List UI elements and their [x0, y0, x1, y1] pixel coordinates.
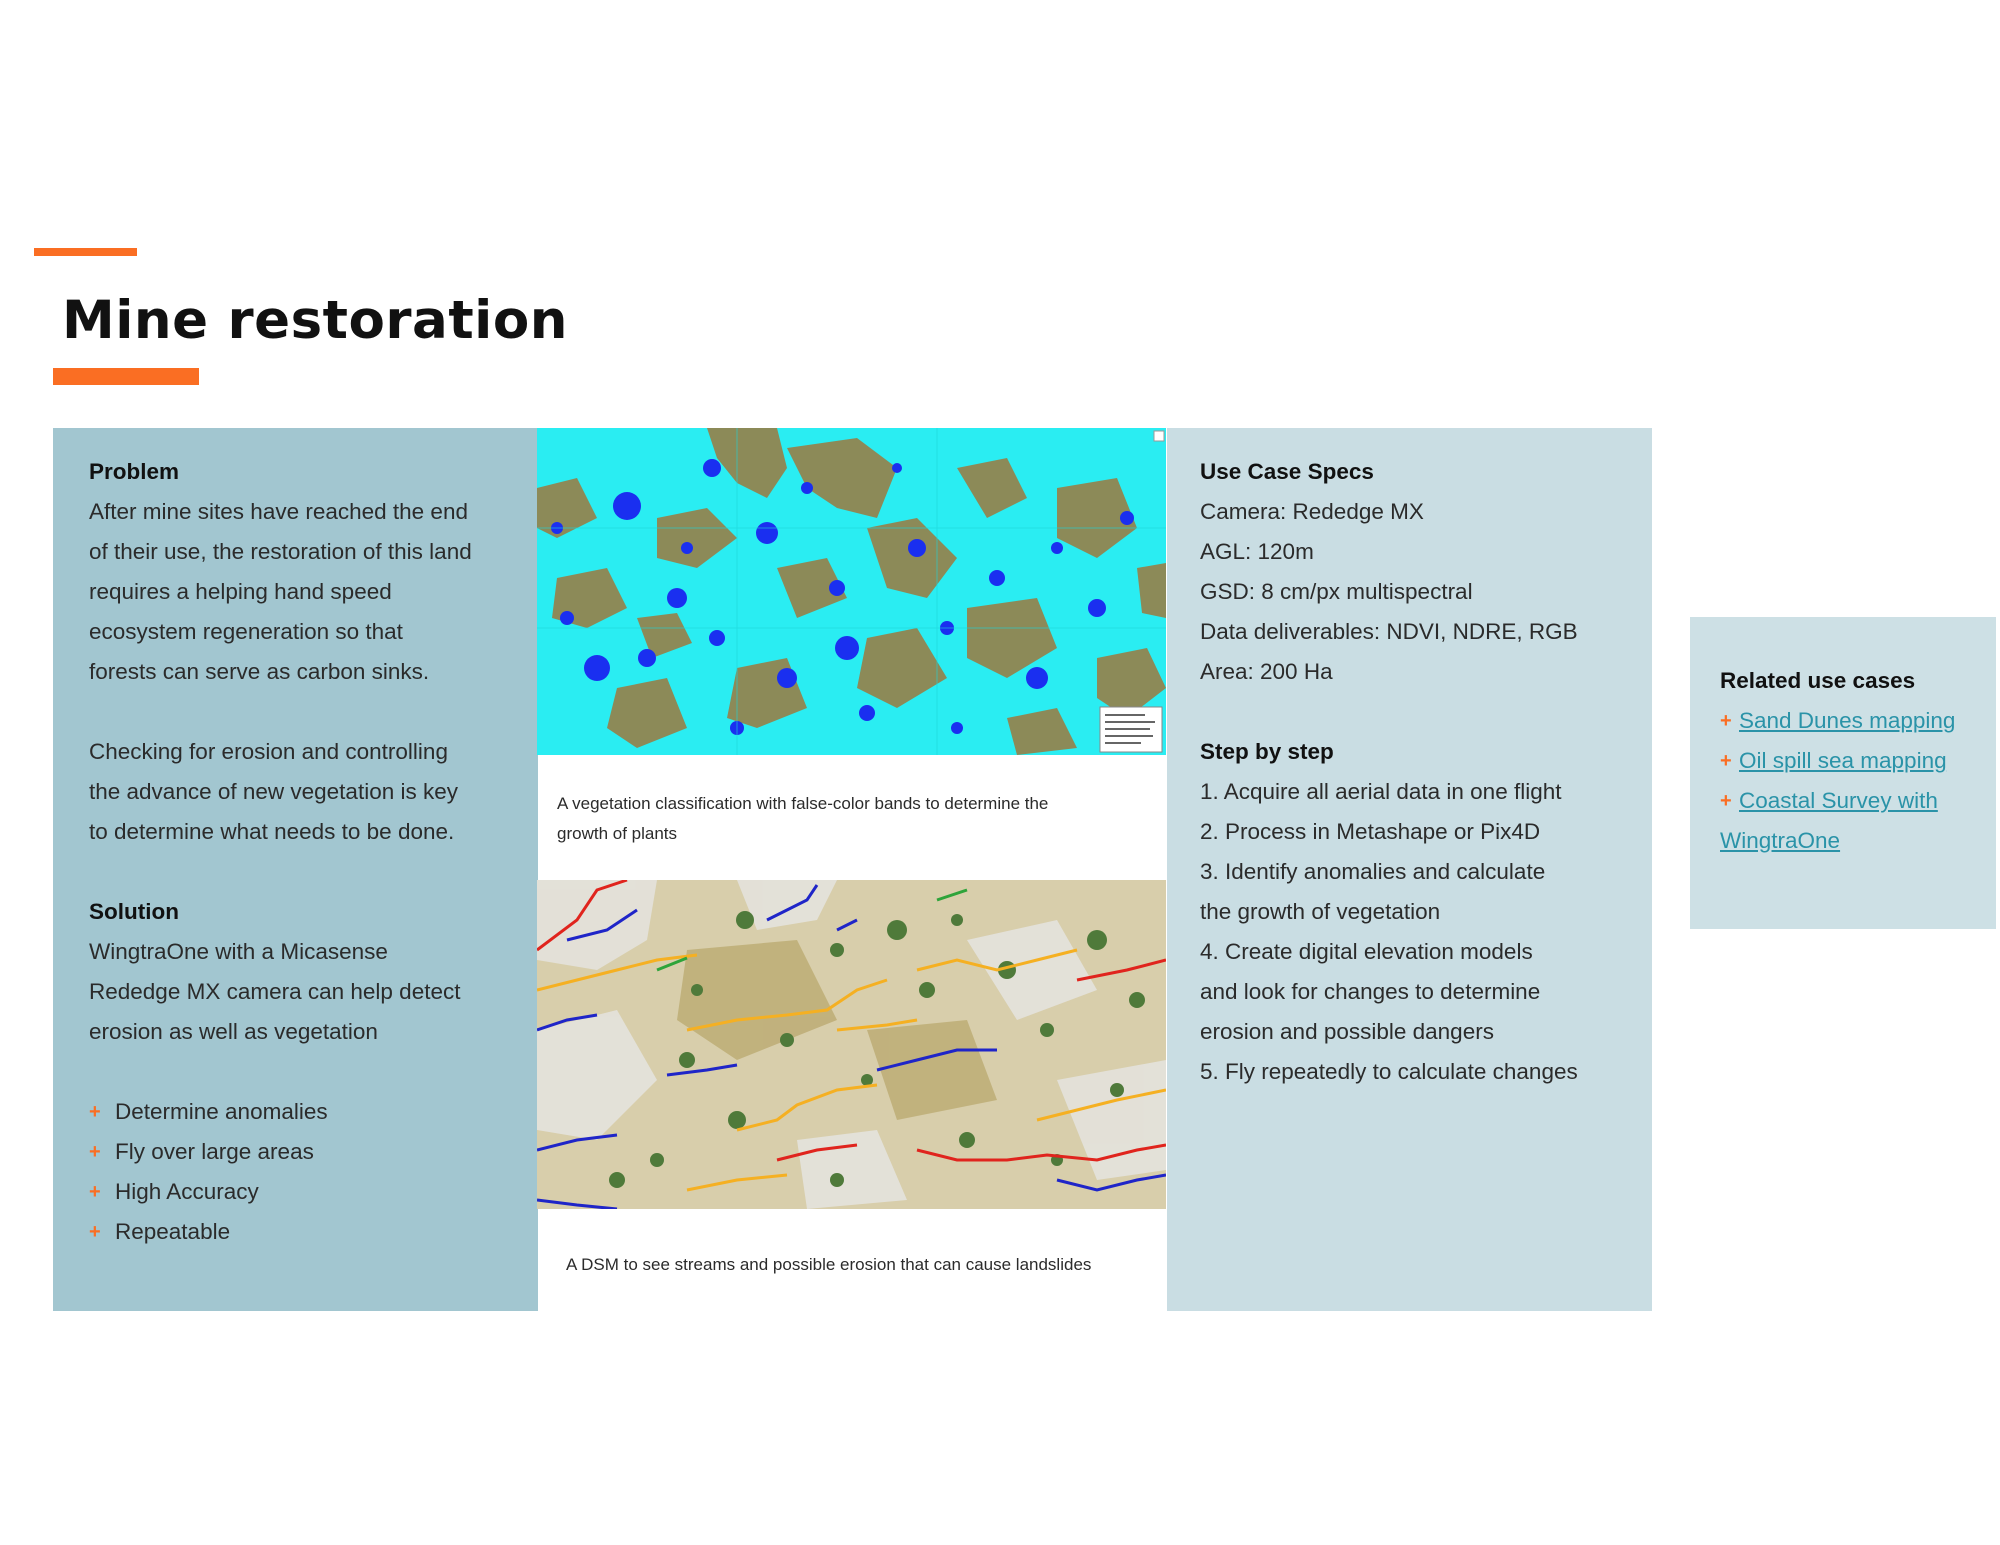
benefit-item	[89, 1172, 514, 1212]
problem-line: to determine what needs to be done.	[89, 819, 455, 844]
problem-line: of their use, the restoration of this land	[89, 539, 472, 564]
spec-line: Data deliverables: NDVI, NDRE, RGB	[1200, 619, 1578, 644]
problem-line: ecosystem regeneration so that	[89, 619, 403, 644]
dsm-map-svg	[537, 880, 1166, 1209]
title-underline-bar	[53, 368, 199, 385]
related-heading: Related use cases	[1720, 668, 1916, 693]
problem-line: requires a helping hand speed	[89, 579, 392, 604]
benefit-item	[89, 1212, 514, 1252]
related-item	[1720, 701, 1988, 741]
plus-icon: +	[1720, 790, 1732, 812]
spec-line: Area: 200 Ha	[1200, 659, 1333, 684]
benefit-label: High Accuracy	[115, 1179, 259, 1204]
top-accent-bar	[34, 248, 137, 256]
caption-line: A vegetation classification with false-color bands to determine the	[557, 794, 1049, 813]
plus-icon: +	[89, 1101, 101, 1123]
benefit-item	[89, 1132, 514, 1172]
plus-icon: +	[1720, 710, 1732, 732]
specs-steps-panel	[1167, 428, 1652, 1311]
vegetation-image-caption	[557, 789, 1157, 849]
step-line: 2. Process in Metashape or Pix4D	[1200, 819, 1541, 844]
related-link-coastal-survey-cont[interactable]: WingtraOne	[1720, 828, 1841, 853]
problem-solution-panel	[53, 428, 538, 1311]
spec-line: GSD: 8 cm/px multispectral	[1200, 579, 1473, 604]
benefit-item	[89, 1092, 514, 1132]
dsm-image-caption: A DSM to see streams and possible erosion that can cause landslides	[566, 1255, 1092, 1274]
solution-line: Rededge MX camera can help detect	[89, 979, 461, 1004]
vegetation-map-svg	[537, 428, 1166, 755]
related-link-continuation	[1720, 821, 1988, 861]
caption-line: growth of plants	[557, 824, 678, 843]
related-link-oil-spill[interactable]: Oil spill sea mapping	[1739, 748, 1947, 773]
steps-heading: Step by step	[1200, 739, 1334, 764]
benefit-label: Repeatable	[115, 1219, 231, 1244]
plus-icon: +	[89, 1221, 101, 1243]
solution-line: erosion as well as vegetation	[89, 1019, 378, 1044]
related-link-sand-dunes[interactable]: Sand Dunes mapping	[1739, 708, 1956, 733]
plus-icon: +	[89, 1181, 101, 1203]
specs-heading: Use Case Specs	[1200, 459, 1374, 484]
step-line: the growth of vegetation	[1200, 899, 1441, 924]
dsm-erosion-image	[537, 880, 1166, 1209]
related-use-cases-panel	[1690, 617, 1996, 929]
plus-icon: +	[89, 1141, 101, 1163]
step-line: 4. Create digital elevation models	[1200, 939, 1533, 964]
problem-heading: Problem	[89, 459, 180, 484]
vegetation-classification-image	[537, 428, 1166, 755]
page-title: Mine restoration	[62, 290, 568, 351]
problem-line: the advance of new vegetation is key	[89, 779, 458, 804]
spec-line: AGL: 120m	[1200, 539, 1314, 564]
spec-line: Camera: Rededge MX	[1200, 499, 1424, 524]
step-line: erosion and possible dangers	[1200, 1019, 1494, 1044]
related-item	[1720, 741, 1988, 781]
related-link-coastal-survey[interactable]: Coastal Survey with	[1739, 788, 1938, 813]
problem-line: After mine sites have reached the end	[89, 499, 468, 524]
related-item	[1720, 781, 1988, 821]
step-line: and look for changes to determine	[1200, 979, 1541, 1004]
step-line: 1. Acquire all aerial data in one flight	[1200, 779, 1562, 804]
solution-line: WingtraOne with a Micasense	[89, 939, 388, 964]
problem-line: forests can serve as carbon sinks.	[89, 659, 430, 684]
plus-icon: +	[1720, 750, 1732, 772]
solution-heading: Solution	[89, 899, 179, 924]
problem-line: Checking for erosion and controlling	[89, 739, 448, 764]
step-line: 5. Fly repeatedly to calculate changes	[1200, 1059, 1578, 1084]
benefit-label: Determine anomalies	[115, 1099, 328, 1124]
step-line: 3. Identify anomalies and calculate	[1200, 859, 1546, 884]
benefit-label: Fly over large areas	[115, 1139, 314, 1164]
